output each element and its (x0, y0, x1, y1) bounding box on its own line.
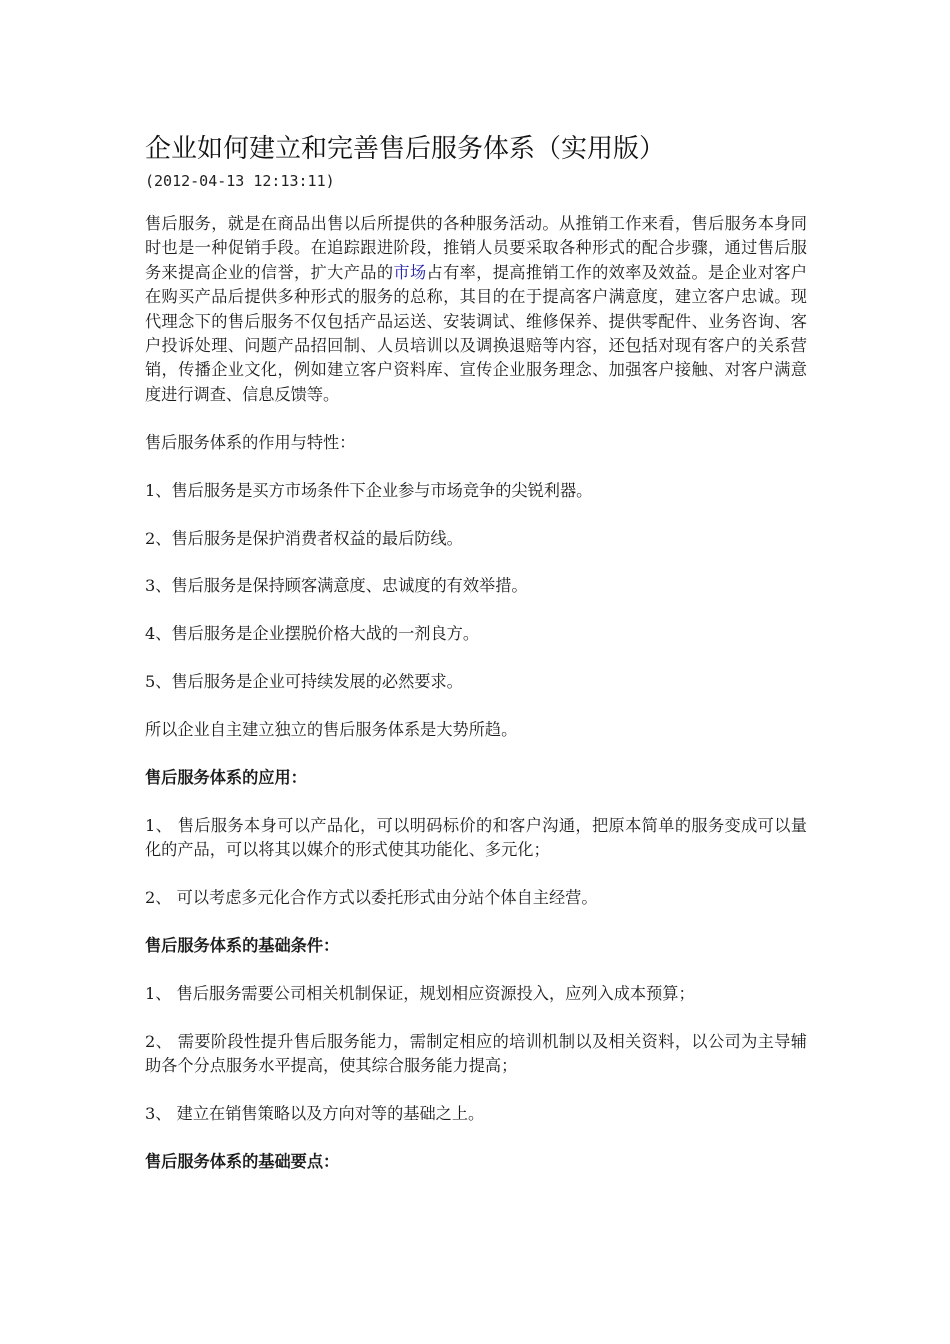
document-page (145, 130, 807, 1175)
roles-item-1: 1、售后服务是买方市场条件下企业参与市场竞争的尖锐利器。 (145, 480, 593, 500)
application-item-2: 2、 可以考虑多元化合作方式以委托形式由分站个体自主经营。 (145, 888, 598, 908)
conditions-item-1: 1、 售后服务需要公司相关机制保证，规划相应资源投入，应列入成本预算； (145, 984, 695, 1004)
conditions-heading: 售后服务体系的基础条件： (145, 936, 340, 956)
conditions-item-3: 3、 建立在销售策略以及方向对等的基础之上。 (145, 1104, 485, 1124)
document-title: 企业如何建立和完善售后服务体系（实用版） (145, 134, 666, 164)
application-heading: 售后服务体系的应用： (145, 768, 307, 788)
roles-item-5: 5、售后服务是企业可持续发展的必然要求。 (145, 672, 463, 692)
intro-paragraph (145, 212, 807, 407)
roles-item-2: 2、售后服务是保护消费者权益的最后防线。 (145, 528, 463, 548)
roles-heading: 售后服务体系的作用与特性： (145, 432, 356, 452)
intro-text-part1: 售后服务，就是在商品出售以后所提供的各种服务活动。从推销工作来看，售后服务本身同时也是一种促销手段。在追踪跟进阶段，推销人员要采取各种形式的配合步骤，通过售后服务来提高企业的信誉，扩大产品的 (145, 214, 807, 282)
conditions-item-2: 2、 需要阶段性提升售后服务能力，需制定相应的培训机制以及相关资料，以公司为主导辅助各个分点服务水平提高，使其综合服务能力提高； (145, 1032, 807, 1076)
market-link[interactable]: 市场 (393, 262, 427, 282)
roles-item-3: 3、售后服务是保持顾客满意度、忠诚度的有效举措。 (145, 576, 528, 596)
roles-conclusion: 所以企业自主建立独立的售后服务体系是大势所趋。 (145, 720, 518, 740)
roles-item-4: 4、售后服务是企业摆脱价格大战的一剂良方。 (145, 624, 480, 644)
application-item-1: 1、 售后服务本身可以产品化，可以明码标价的和客户沟通，把原本简单的服务变成可以量化的产品，可以将其以媒介的形式使其功能化、多元化； (145, 816, 807, 860)
publish-date: (2012-04-13 12:13:11) (145, 172, 335, 190)
key-points-heading: 售后服务体系的基础要点： (145, 1152, 340, 1172)
intro-text-part2: 占有率，提高推销工作的效率及效益。是企业对客户在购买产品后提供多种形式的服务的总称，其目的在于提高客户满意度，建立客户忠诚。现代理念下的售后服务不仅包括产品运送、安装调试、维修保养、提供零配件、业务咨询、客户投诉处理、问题产品招回制、人员培训以及调换退赔等内容，还包括对现有客户的关系营销，传播企业文化，例如建立客户资料库、宣传企业服务理念、加强客户接触、对客户满意度进行调查、信息反馈等。 (145, 262, 808, 404)
